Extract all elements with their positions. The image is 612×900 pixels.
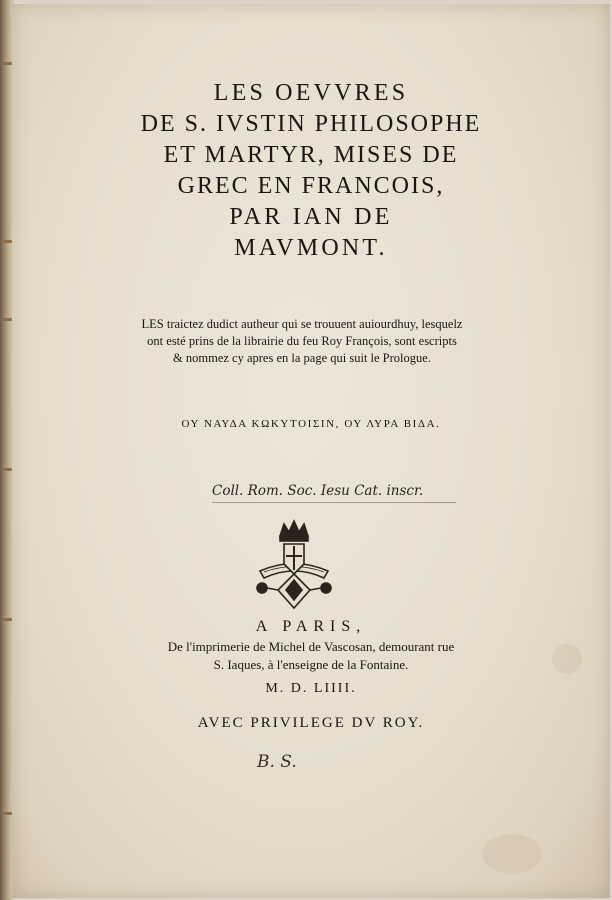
handwritten-inscription: Coll. Rom. Soc. Iesu Cat. inscr. (212, 483, 424, 499)
description-line: LES traictez dudict autheur qui se trouuent auiourdhuy, lesquelz (141, 317, 463, 331)
printer-emblem-icon (250, 516, 338, 616)
handwritten-signature: B. S. (257, 752, 297, 772)
binding-stitch (2, 62, 12, 65)
imprint-printer-line: De l'imprimerie de Michel de Vascosan, demourant rue (167, 639, 455, 654)
binding-stitch (2, 318, 12, 321)
description-line: & nommez cy apres en la page qui suit le Prologue. (173, 351, 431, 365)
description-paragraph (102, 316, 502, 367)
imprint-city: A PARIS, (255, 618, 367, 635)
title-line: ET MARTYR, MISES DE (163, 142, 459, 168)
title-line: PAR IAN DE (229, 204, 393, 230)
title-page (12, 4, 610, 898)
royal-privilege: AVEC PRIVILEGE DV ROY. (197, 715, 425, 731)
title-line: MAVMONT. (234, 235, 388, 261)
binding-stitch (2, 618, 12, 621)
greek-motto: ΟΥ ΝΑΥΔΑ ΚΩΚΥΤΟΙΣΙΝ, ΟΥ ΛΥΡΑ ΒΙΔΑ. (181, 418, 441, 430)
binding-stitch (2, 240, 12, 243)
inscription-underline (212, 502, 456, 503)
title-line: LES OEVVRES (213, 80, 409, 106)
book-title (12, 78, 610, 264)
description-line: ont esté prins de la librairie du feu Roy François, sont escripts (147, 334, 457, 348)
binding-stitch (2, 468, 12, 471)
binding-stitch (2, 812, 12, 815)
title-line: DE S. IVSTIN PHILOSOPHE (140, 111, 482, 137)
imprint-date: M. D. LIIII. (265, 681, 357, 696)
imprint-block (12, 616, 610, 702)
imprint-printer-line: S. Iaques, à l'enseigne de la Fontaine. (213, 657, 409, 672)
title-line: GREC EN FRANCOIS, (177, 173, 445, 199)
paper-stain (482, 834, 542, 874)
